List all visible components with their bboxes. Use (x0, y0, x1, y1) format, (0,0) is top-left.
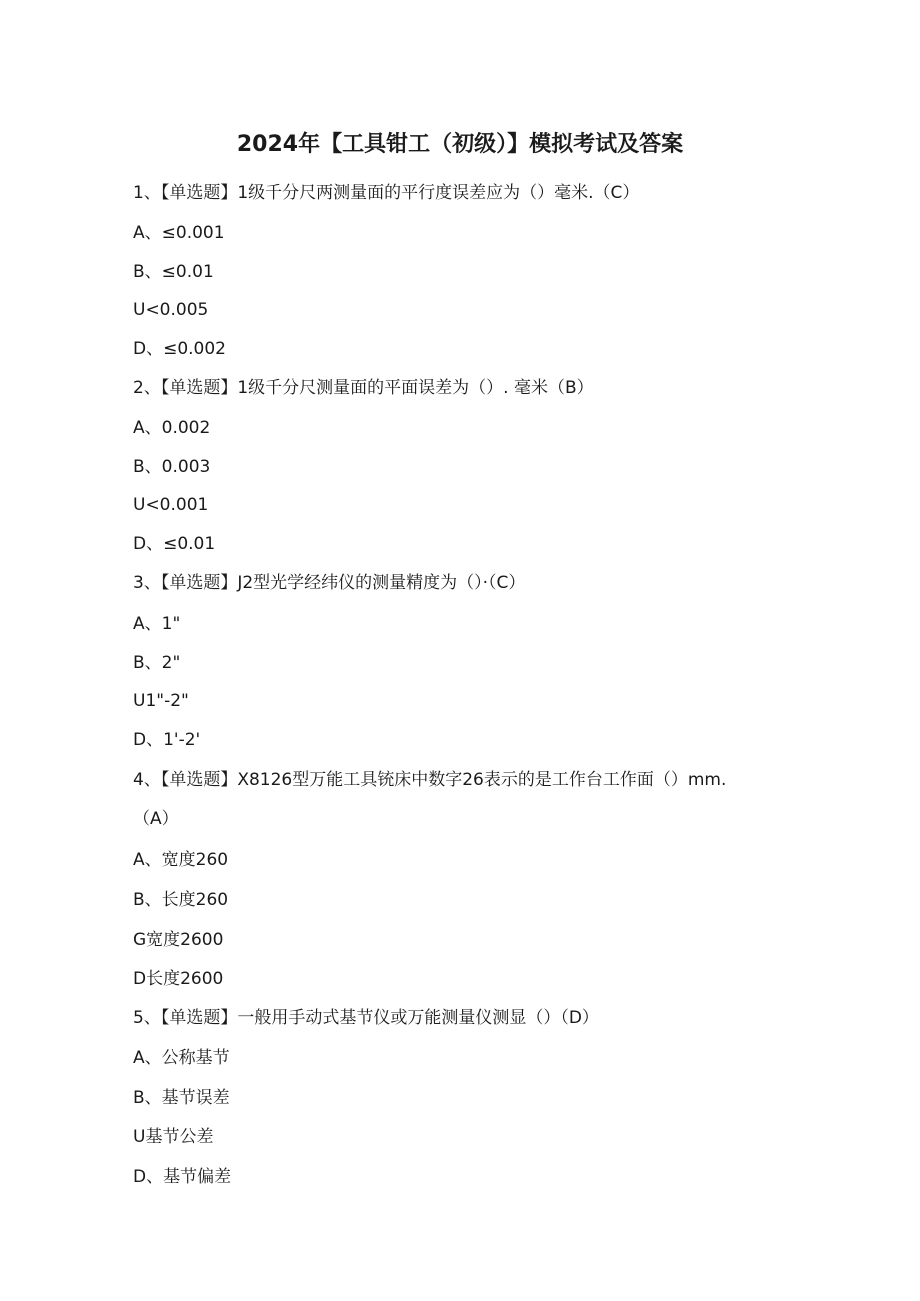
question-4: 4、【单选题】X8126型万能工具铳床中数字26表示的是工作台工作面（）mm. (133, 770, 727, 790)
q5-option-b: B、基节误差 (133, 1088, 230, 1108)
q1-option-c: U<0.005 (133, 300, 209, 320)
q2-option-c: U<0.001 (133, 495, 209, 515)
q3-option-a: A、1" (133, 614, 181, 634)
q4-option-c: G宽度2600 (133, 930, 224, 950)
q4-option-a: A、宽度260 (133, 850, 229, 870)
q1-option-d: D、≤0.002 (133, 339, 227, 359)
q2-option-b: B、0.003 (133, 457, 211, 477)
q3-option-d: D、1'-2' (133, 730, 201, 750)
q2-option-a: A、0.002 (133, 418, 211, 438)
question-5: 5、【单选题】一般用手动式基节仪或万能测量仪测显（）（D） (133, 1008, 599, 1028)
q1-option-b: B、≤0.01 (133, 262, 214, 282)
q4-option-b: B、长度260 (133, 890, 229, 910)
document-title: 2024年【工具钳工（初级）】模拟考试及答案 (236, 132, 684, 157)
q5-option-c: U基节公差 (133, 1127, 214, 1147)
q2-option-d: D、≤0.01 (133, 534, 216, 554)
q3-option-b: B、2" (133, 653, 181, 673)
q5-option-d: D、基节偏差 (133, 1167, 232, 1187)
question-1: 1、【单选题】1级千分尺两测量面的平行度误差应为（）毫米.（C） (133, 183, 640, 203)
question-3: 3、【单选题】J2型光学经纬仪的测量精度为（）·（C） (133, 573, 526, 593)
q3-option-c: U1"-2" (133, 691, 189, 711)
q5-option-a: A、公称基节 (133, 1048, 230, 1068)
q1-option-a: A、≤0.001 (133, 223, 225, 243)
question-4-answer: （A） (133, 809, 179, 829)
q4-option-d: D长度2600 (133, 969, 224, 989)
question-2: 2、【单选题】1级千分尺测量面的平面误差为（）. 毫米（B） (133, 378, 594, 398)
